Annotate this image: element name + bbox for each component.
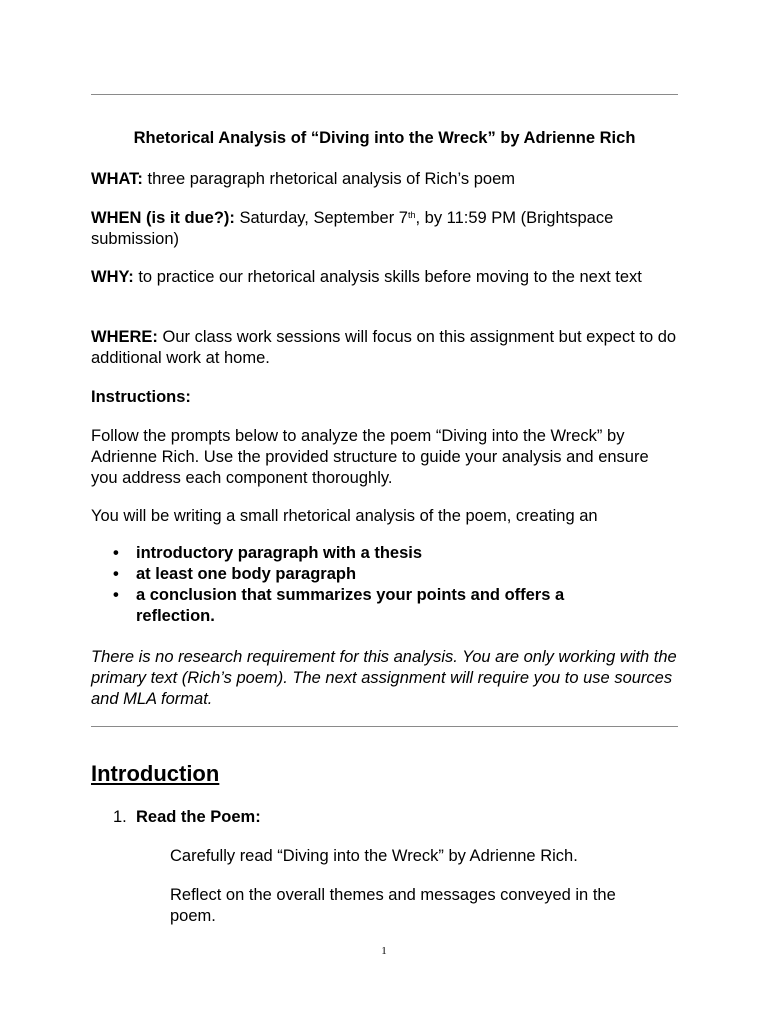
step-label: Read the Poem:	[136, 808, 261, 826]
instructions-lead-in: You will be writing a small rhetorical analysis of the poem, creating an	[91, 507, 598, 525]
bullet-icon: •	[113, 544, 119, 562]
document-title: Rhetorical Analysis of “Diving into the Wreck” by Adrienne Rich	[133, 129, 636, 147]
step-read-the-poem	[113, 807, 261, 828]
list-item	[91, 585, 606, 627]
list-item-text: a conclusion that summarizes your points and offers a reflection.	[136, 586, 565, 625]
step-detail-line: Carefully read “Diving into the Wreck” by Adrienne Rich.	[170, 847, 578, 865]
introduction-heading: Introduction	[91, 761, 220, 786]
top-divider	[91, 94, 678, 95]
why-line	[91, 267, 681, 288]
what-line	[91, 169, 681, 190]
what-text: three paragraph rhetorical analysis of Rich’s poem	[142, 170, 515, 188]
list-item-text: introductory paragraph with a thesis	[136, 544, 423, 562]
where-line	[91, 327, 681, 369]
when-superscript: th	[407, 210, 416, 220]
when-label: WHEN (is it due?):	[91, 209, 235, 227]
section-divider	[91, 726, 678, 727]
instructions-heading: Instructions:	[91, 388, 191, 406]
why-label: WHY:	[91, 268, 134, 286]
step-number: 1.	[113, 808, 127, 826]
list-item	[91, 543, 681, 564]
where-label: WHERE:	[91, 328, 158, 346]
when-text-before: Saturday, September 7	[234, 209, 408, 227]
step-detail-line: Reflect on the overall themes and messages conveyed in the poem.	[170, 886, 616, 925]
why-text: to practice our rhetorical analysis skills before moving to the next text	[133, 268, 642, 286]
when-line	[91, 208, 681, 250]
instructions-paragraph: Follow the prompts below to analyze the poem “Diving into the Wreck” by Adrienne Rich. Use the provided structure to guide your analysis and ensure you address each component thoroughly.	[91, 427, 649, 487]
bullet-icon: •	[113, 586, 119, 604]
what-label: WHAT:	[91, 170, 143, 188]
bullet-icon: •	[113, 565, 119, 583]
when-text-after: , by 11:59 PM (Brightspace submission)	[91, 209, 614, 248]
page-number: 1	[381, 945, 387, 957]
requirements-list	[91, 543, 681, 627]
research-note: There is no research requirement for this analysis. You are only working with the primary text (Rich’s poem). The next assignment will require you to use sources and MLA format.	[91, 648, 677, 708]
list-item-text: at least one body paragraph	[136, 565, 357, 583]
list-item	[91, 564, 681, 585]
where-text: Our class work sessions will focus on this assignment but expect to do additional work at home.	[91, 328, 677, 367]
